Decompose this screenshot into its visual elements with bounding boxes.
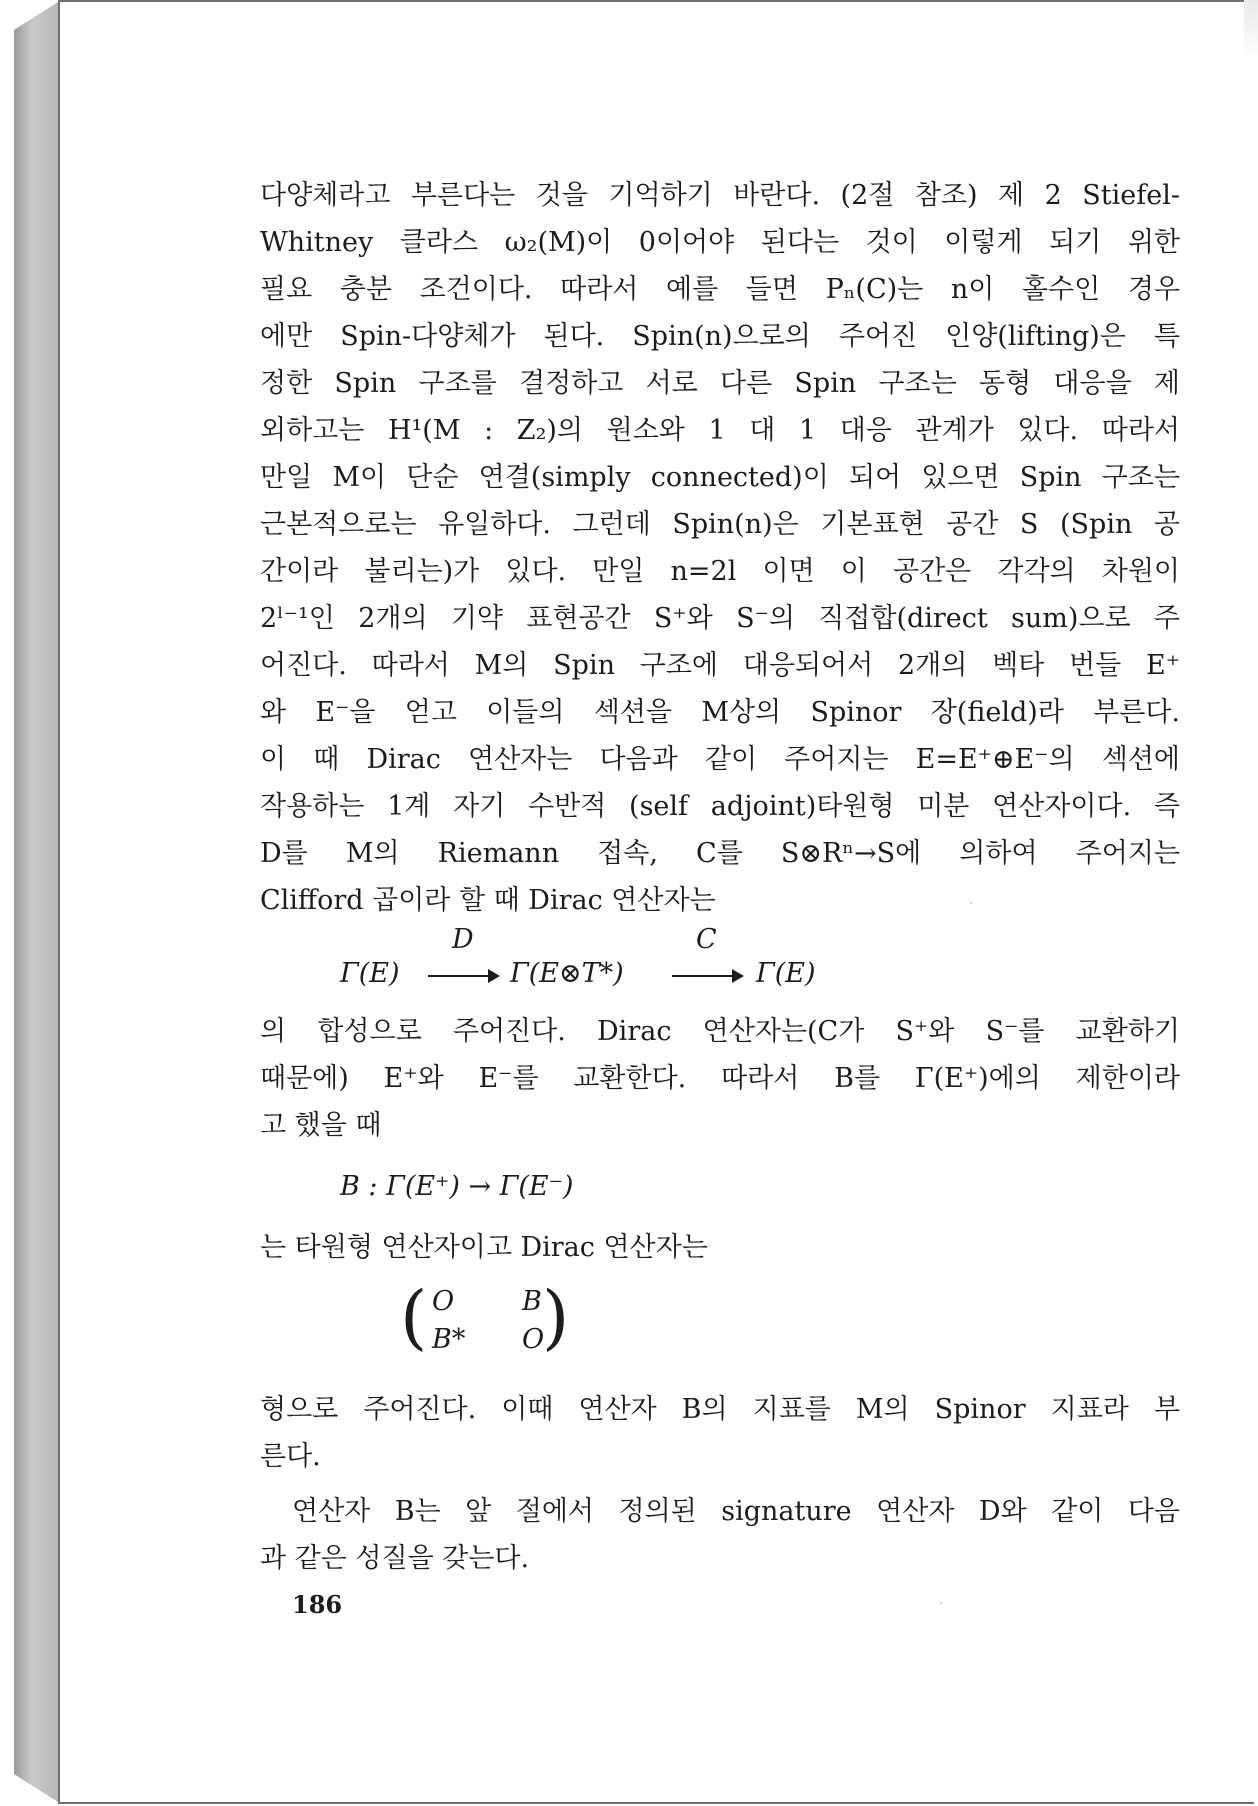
diagram-label-d: D <box>452 924 474 955</box>
text-line: 른다. <box>260 1441 321 1472</box>
diagram-label-c: C <box>696 924 717 955</box>
text-line: 연산자 B는 앞 절에서 정의된 signature 연산자 D와 같이 다음 <box>292 1496 1180 1527</box>
text-line: 때문에) E⁺와 E⁻를 교환한다. 따라서 B를 Γ(E⁺)에의 제한이라 <box>260 1063 1180 1094</box>
diagram-middle: Γ(E⊗T*) <box>510 958 624 989</box>
text-line: 와 E⁻을 얻고 이들의 섹션을 M상의 Spinor 장(field)라 부른다. <box>260 697 1180 728</box>
diagram-left: Γ(E) <box>340 958 400 989</box>
matrix-cell: B <box>522 1286 542 1317</box>
diagram-right: Γ(E) <box>756 958 816 989</box>
text-line: 만일 M이 단순 연결(simply connected)이 되어 있으면 Spin 구조는 <box>260 462 1180 493</box>
text-line: 작용하는 1계 자기 수반적 (self adjoint)타원형 미분 연산자이다. 즉 <box>260 791 1180 822</box>
paper-speck <box>940 1602 942 1604</box>
matrix-right-paren: ) <box>542 1276 570 1358</box>
text-line: 어진다. 따라서 M의 Spin 구조에 대응되어서 2개의 벡타 번들 E⁺ <box>260 650 1180 681</box>
text-line: 정한 Spin 구조를 결정하고 서로 다른 Spin 구조는 동형 대응을 제 <box>260 368 1180 399</box>
diagram-arrow-d <box>428 975 498 977</box>
page-number: 186 <box>292 1590 343 1619</box>
text-line: 형으로 주어진다. 이때 연산자 B의 지표를 M의 Spinor 지표라 부 <box>260 1394 1180 1425</box>
text-line: 이 때 Dirac 연산자는 다음과 같이 주어지는 E=E⁺⊕E⁻의 섹션에 <box>260 744 1180 775</box>
text-line: 2ˡ⁻¹인 2개의 기약 표현공간 S⁺와 S⁻의 직접합(direct sum)으로 주 <box>260 603 1180 634</box>
book-page <box>60 2 1254 1802</box>
book-spine <box>14 2 58 1802</box>
paper-speck <box>970 902 972 904</box>
text-line: 고 했을 때 <box>260 1110 382 1141</box>
matrix-cell: O <box>432 1286 455 1317</box>
text-line: 외하고는 H¹(M : Z₂)의 원소와 1 대 1 대응 관계가 있다. 따라서 <box>260 415 1180 446</box>
text-line: 의 합성으로 주어진다. Dirac 연산자는(C가 S⁺와 S⁻를 교환하기 <box>260 1016 1180 1047</box>
text-line: Whitney 클라스 ω₂(M)이 0이어야 된다는 것이 이렇게 되기 위한 <box>260 227 1180 258</box>
text-line: 필요 충분 조건이다. 따라서 예를 들면 Pₙ(C)는 n이 홀수인 경우 <box>260 274 1180 305</box>
map-formula: B : Γ(E⁺) → Γ(E⁻) <box>340 1171 574 1202</box>
page-bottom-edge <box>58 1802 1254 1804</box>
text-line: 에만 Spin-다양체가 된다. Spin(n)으로의 주어진 인양(lifting)은 특 <box>260 321 1180 352</box>
diagram-arrow-c <box>672 975 742 977</box>
text-line: 근본적으로는 유일하다. 그런데 Spin(n)은 기본표현 공간 S (Spin 공 <box>260 509 1180 540</box>
text-line: 다양체라고 부른다는 것을 기억하기 바란다. (2절 참조) 제 2 Stiefel- <box>260 180 1180 211</box>
text-line: Clifford 곱이라 할 때 Dirac 연산자는 <box>260 885 716 916</box>
matrix-cell: O <box>522 1324 545 1355</box>
matrix-left-paren: ( <box>400 1276 428 1358</box>
matrix-cell: B* <box>432 1324 466 1355</box>
text-line: 간이라 불리는)가 있다. 만일 n=2l 이면 이 공간은 각각의 차원이 <box>260 556 1180 587</box>
text-line: 는 타원형 연산자이고 Dirac 연산자는 <box>260 1232 708 1263</box>
text-line: 과 같은 성질을 갖는다. <box>260 1543 530 1574</box>
text-line: D를 M의 Riemann 접속, C를 S⊗Rⁿ→S에 의하여 주어지는 <box>260 838 1180 869</box>
paper-speck <box>1110 1012 1112 1014</box>
